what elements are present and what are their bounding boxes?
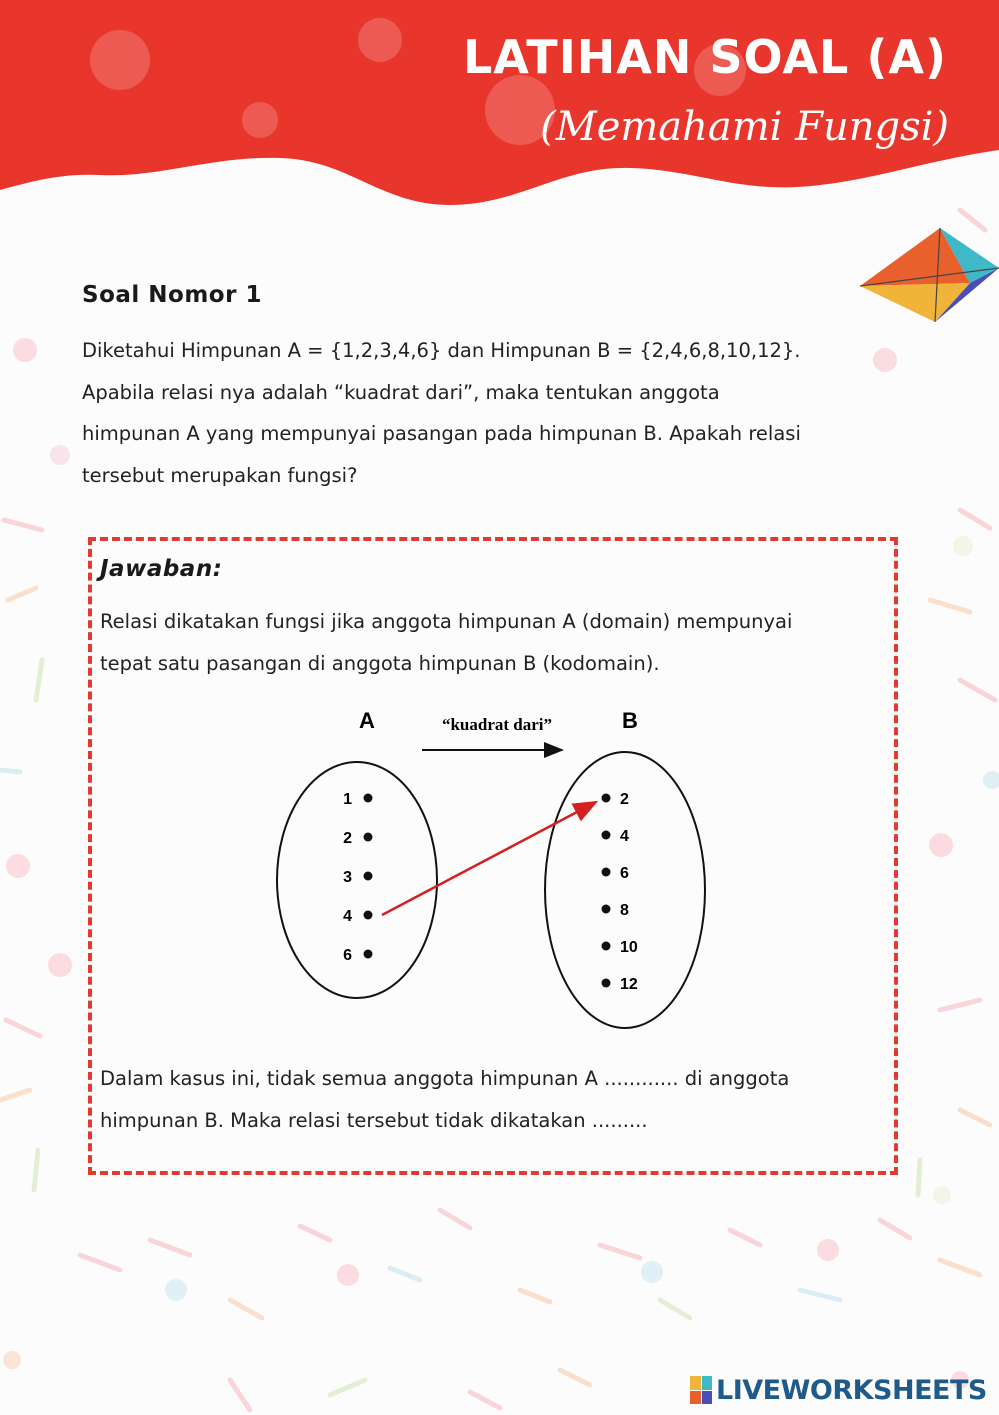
set-a-member-label: 6: [343, 947, 352, 964]
set-a-member-dot: [364, 872, 373, 881]
answer-line: tepat satu pasangan di anggota himpunan B (kodomain).: [100, 651, 660, 675]
set-b-member-label: 8: [620, 902, 629, 919]
set-a-members: [343, 791, 372, 964]
relation-label: “kuadrat dari”: [441, 715, 553, 734]
set-b-member-dot: [602, 905, 611, 914]
brand-badge-icon: [690, 1376, 712, 1404]
set-b-member-label: 12: [620, 976, 638, 993]
set-b-member-dot: [602, 979, 611, 988]
set-b-member-label: 4: [620, 828, 629, 845]
brand-name: LIVEWORKSHEETS: [716, 1374, 987, 1406]
mapping-arrows: [382, 802, 596, 915]
answer-line: Dalam kasus ini, tidak semua anggota himpunan A ............ di anggota: [100, 1067, 790, 1090]
set-a-member-dot: [364, 833, 373, 842]
kite-icon: [860, 228, 999, 322]
set-b-member-dot: [602, 794, 611, 803]
set-a-member-label: 3: [343, 869, 352, 886]
set-b-member-dot: [602, 868, 611, 877]
page-subtitle: (Memahami Fungsi): [540, 104, 949, 150]
set-a-member-label: 2: [343, 830, 352, 847]
set-a-member-dot: [364, 911, 373, 920]
page-title: LATIHAN SOAL (A): [462, 30, 947, 84]
set-b-label: B: [622, 708, 638, 733]
question-text: [82, 330, 902, 496]
question-line: Apabila relasi nya adalah “kuadrat dari”, maka tentukan anggota: [82, 380, 720, 404]
mapping-arrow: [382, 802, 596, 915]
set-b-members: [602, 791, 638, 993]
set-a-member-dot: [364, 794, 373, 803]
brand-logo[interactable]: [690, 1372, 987, 1408]
set-a-member-label: 1: [343, 791, 352, 808]
set-b-member-label: 6: [620, 865, 629, 882]
question-line: himpunan A yang mempunyai pasangan pada himpunan B. Apakah relasi: [82, 422, 801, 445]
set-b-member-label: 10: [620, 939, 638, 956]
set-b-member-label: 2: [620, 791, 629, 808]
question-title: Soal Nomor 1: [82, 282, 262, 308]
question-line: Diketahui Himpunan A = {1,2,3,4,6} dan Himpunan B = {2,4,6,8,10,12}.: [82, 339, 801, 362]
answer-line: himpunan B. Maka relasi tersebut tidak dikatakan .........: [100, 1108, 648, 1132]
set-b-member-dot: [602, 942, 611, 951]
set-b-member-dot: [602, 831, 611, 840]
relation-diagram: [270, 700, 720, 1040]
question-line: tersebut merupakan fungsi?: [82, 463, 358, 487]
set-a-ellipse: [277, 762, 437, 998]
set-a-label: A: [359, 708, 375, 733]
answer-conclusion: [100, 1058, 890, 1141]
answer-line: Relasi dikatakan fungsi jika anggota himpunan A (domain) mempunyai: [100, 610, 793, 633]
answer-intro: [100, 601, 890, 684]
answer-title: Jawaban:: [100, 556, 223, 582]
set-a-member-label: 4: [343, 908, 352, 925]
set-a-member-dot: [364, 950, 373, 959]
